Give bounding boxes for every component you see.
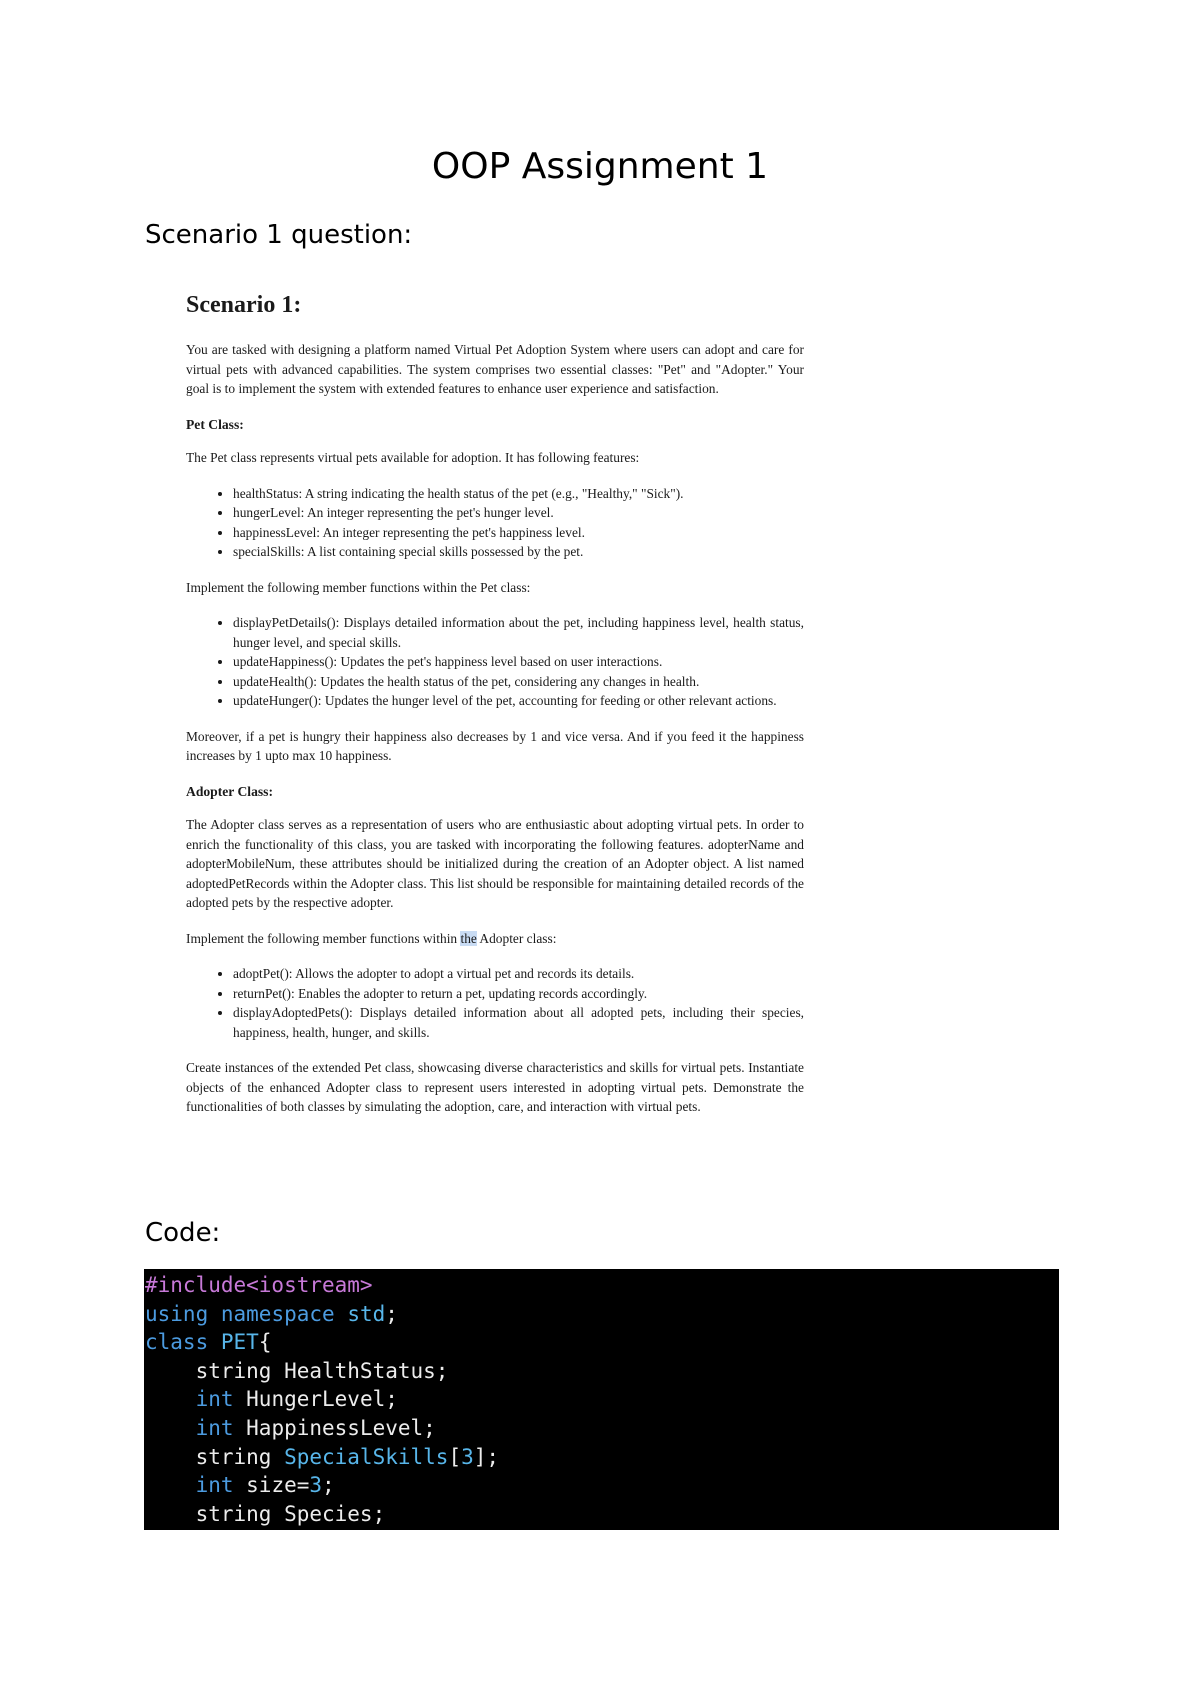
code-token: ; [385, 1301, 398, 1326]
code-token: string [145, 1444, 285, 1469]
adopter-class-heading: Adopter Class: [186, 783, 273, 799]
code-token: int [195, 1387, 234, 1412]
text-segment: Implement the following member functions within [186, 930, 461, 946]
list-item: • displayAdoptedPets(): Displays detailed information about all adopted pets, including their species, happiness, health, hunger, and skills. [233, 1003, 804, 1042]
scenario-scanned-image [186, 290, 804, 1133]
code-token: using [145, 1301, 209, 1326]
moreover-paragraph: Moreover, if a pet is hungry their happiness also decreases by 1 and vice versa. And if you feed it the happiness increases by 1 upto max 10 happiness. [186, 728, 804, 763]
code-heading: Code: [145, 1218, 221, 1248]
list-item: • healthStatus: A string indicating the health status of the pet (e.g., "Healthy," "Sick"). [233, 484, 804, 504]
code-token: { [258, 1330, 272, 1355]
code-line [144, 1471, 1059, 1500]
code-token: HappinessLevel; [233, 1415, 436, 1440]
code-token: std [347, 1301, 386, 1326]
scenario-question-heading: Scenario 1 question: [145, 220, 413, 250]
list-item: • updateHealth(): Updates the health status of the pet, considering any changes in health. [233, 672, 804, 692]
text-segment: Adopter class: [476, 930, 557, 946]
scenario-heading: Scenario 1: [186, 292, 302, 318]
code-block [144, 1269, 1059, 1530]
pet-functions-list [186, 613, 804, 711]
code-token: ]; [473, 1444, 500, 1469]
code-line [144, 1500, 1059, 1529]
adopter-functions-intro [186, 929, 804, 949]
list-item: • updateHunger(): Updates the hunger level of the pet, accounting for feeding or other relevant actions. [233, 691, 804, 711]
code-token: HungerLevel; [233, 1387, 398, 1412]
pet-class-intro: The Pet class represents virtual pets available for adoption. It has following features: [186, 450, 640, 465]
code-token: 3 [309, 1473, 323, 1498]
code-line [144, 1271, 1059, 1300]
pet-class-heading: Pet Class: [186, 416, 244, 432]
code-token: int [195, 1415, 234, 1440]
pet-functions-intro: Implement the following member functions within the Pet class: [186, 579, 531, 595]
code-token: string HealthStatus; [145, 1358, 449, 1383]
code-token: #include<iostream> [145, 1273, 373, 1297]
code-token: ; [322, 1473, 335, 1498]
code-token: size= [233, 1473, 310, 1498]
code-token: int [195, 1473, 234, 1498]
code-line [144, 1385, 1059, 1414]
selected-text: the [460, 930, 477, 946]
code-token: string Species; [145, 1501, 386, 1526]
code-token: SpecialSkills [284, 1444, 449, 1469]
scenario-intro: You are tasked with designing a platform named Virtual Pet Adoption System where users can adopt and care for virtual pets with advanced capabilities. The system comprises two essential classes: "Pet" and "Adopter." Your goal is to implement the system with extended features to enhance user experience and satisfaction. [186, 342, 804, 396]
list-item: • displayPetDetails(): Displays detailed information about the pet, including happiness level, health status, hunger level, and special skills. [233, 613, 804, 652]
code-token: PET [220, 1330, 259, 1355]
list-item: • returnPet(): Enables the adopter to return a pet, updating records accordingly. [233, 984, 804, 1004]
adopter-class-intro: The Adopter class serves as a representation of users who are enthusiastic about adopting virtual pets. In order to enrich the functionality of this class, you are tasked with incorporating the following features. adopterName and adopterMobileNum, these attributes should be initialized during the creation of an Adopter object. A list named adoptedPetRecords within the Adopter class. This list should be responsible for maintaining detailed records of the adopted pets by the respective adopter. [186, 817, 804, 910]
adopter-functions-list [186, 964, 804, 1042]
code-line [144, 1300, 1059, 1329]
document-title: OOP Assignment 1 [431, 146, 769, 187]
list-item: • updateHappiness(): Updates the pet's happiness level based on user interactions. [233, 652, 804, 672]
code-token: [ [448, 1444, 462, 1469]
list-item: • hungerLevel: An integer representing the pet's hunger level. [233, 503, 804, 523]
code-token: class [145, 1330, 209, 1355]
code-token: 3 [461, 1444, 474, 1469]
code-token: namespace [220, 1301, 335, 1326]
pet-features-list [186, 484, 804, 562]
list-item: • happinessLevel: An integer representing the pet's happiness level. [233, 523, 804, 543]
code-line [144, 1414, 1059, 1443]
code-line [144, 1443, 1059, 1472]
list-item: • specialSkills: A list containing special skills possessed by the pet. [233, 542, 804, 562]
code-line [144, 1328, 1059, 1357]
list-item: • adoptPet(): Allows the adopter to adopt a virtual pet and records its details. [233, 964, 804, 984]
closing-paragraph: Create instances of the extended Pet class, showcasing diverse characteristics and skills for virtual pets. Instantiate objects of the enhanced Adopter class to represent users interested in adopting virtual pets. Demonstrate the functionalities of both classes by simulating the adoption, care, and interaction with virtual pets. [186, 1060, 804, 1114]
code-line [144, 1357, 1059, 1386]
